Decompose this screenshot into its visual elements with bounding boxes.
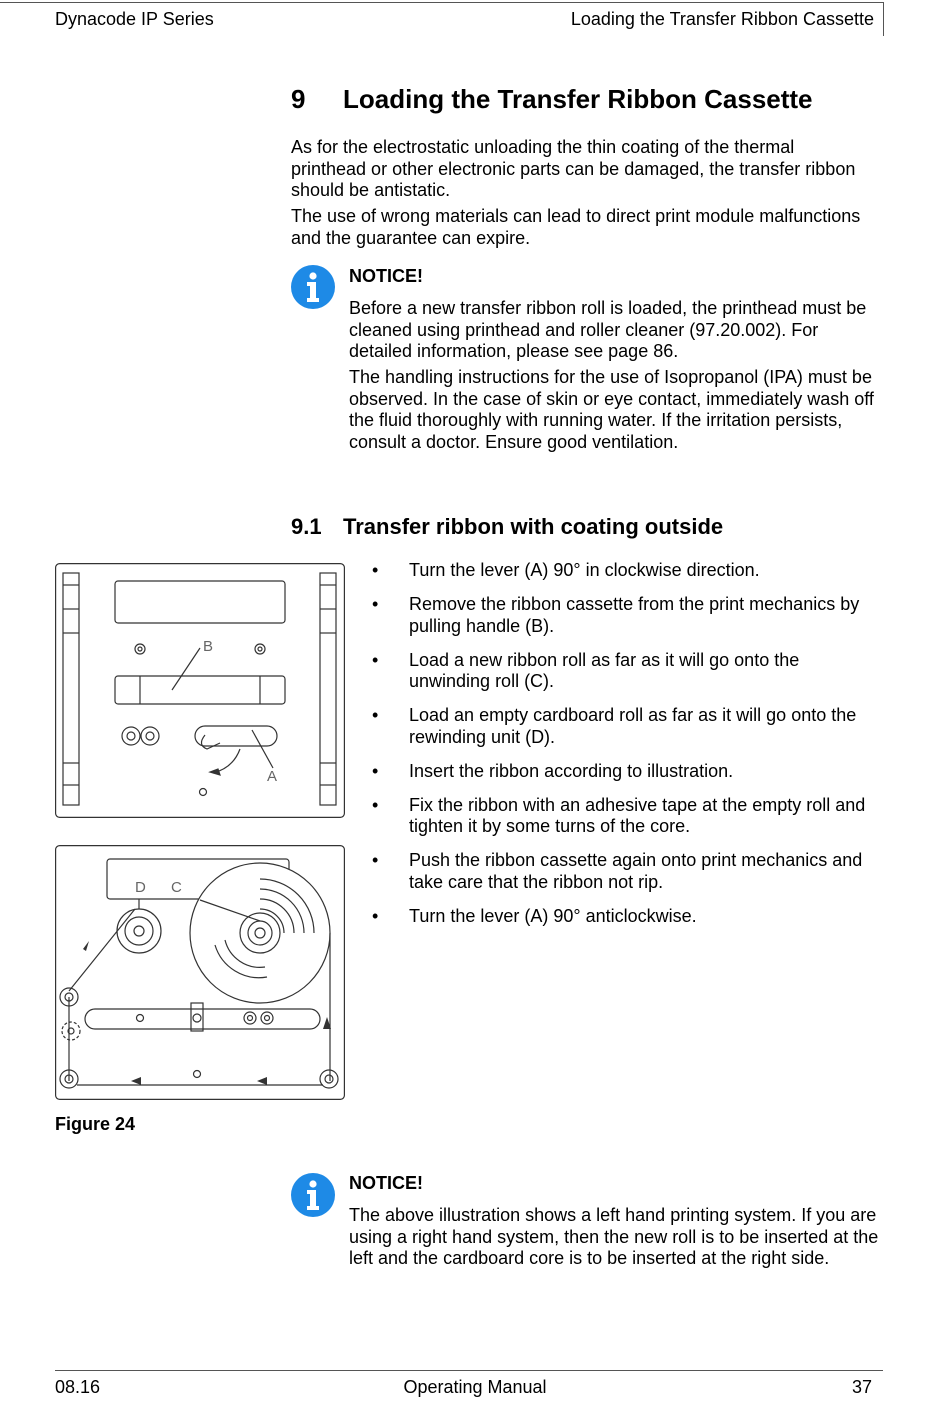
header-product: Dynacode IP Series [55,9,214,29]
list-item-text: Turn the lever (A) 90° anticlockwise. [409,905,697,926]
notice-title: NOTICE! [349,1173,423,1193]
bullet-marker: • [372,794,379,815]
list-item-text: Fix the ribbon with an adhesive tape at the empty roll and tighten it by some turns of the core. [409,794,866,836]
list-item [372,705,882,748]
footer-title: Operating Manual [403,1377,547,1397]
bullet-marker: • [372,560,379,580]
list-item [372,795,882,838]
notice-paragraph: The above illustration shows a left hand printing system. If you are using a right hand system, then the new roll is to be inserted at the left and the cardboard core is to be inserted at the right side. [349,1205,879,1268]
header-corner-rule [883,2,884,36]
label-d: D [135,879,146,896]
footer-rule [55,1370,883,1371]
subsection-number: 9.1 [291,514,322,539]
section-number: 9 [291,84,306,114]
label-c: C [171,879,182,896]
notice-title: NOTICE! [349,266,423,286]
ribbon-path-diagram [55,845,345,1100]
info-icon [291,1173,335,1217]
list-item-text: Turn the lever (A) 90° in clockwise direction. [409,560,760,580]
subsection-title: Transfer ribbon with coating outside [343,514,724,539]
bullet-marker: • [372,705,379,725]
list-item-text: Insert the ribbon according to illustration. [409,760,734,781]
bullet-marker: • [372,760,379,781]
bullet-marker: • [372,905,379,926]
list-item [372,650,882,693]
list-item [372,761,882,783]
footer-version: 08.16 [55,1377,101,1397]
list-item [372,906,882,928]
figure-caption: Figure 24 [55,1114,136,1134]
page-number: 37 [851,1377,872,1397]
instruction-list [372,560,882,940]
bullet-marker: • [372,649,379,670]
list-item-text: Remove the ribbon cassette from the print mechanics by pulling handle (B). [409,594,860,636]
list-item-text: Load an empty cardboard roll as far as it will go onto the rewinding unit (D). [409,705,857,747]
header-rule [0,2,884,3]
label-a: A [267,768,278,785]
list-item [372,850,882,893]
subsection-heading [291,514,723,540]
info-icon [291,265,335,309]
intro-paragraph-1: As for the electrostatic unloading the thin coating of the thermal printhead or other electronic parts can be damaged, the transfer ribbon should be antistatic. [291,137,856,200]
label-b: B [203,638,214,655]
list-item [372,560,882,582]
notice-paragraph-2: The handling instructions for the use of Isopropanol (IPA) must be observed. In the case of skin or eye contact, immediately wash off the fluid thoroughly with running water. If the irritation persists, consult a doctor. Ensure good ventilation. [349,367,874,452]
notice-paragraph-1: Before a new transfer ribbon roll is loaded, the printhead must be cleaned using printhead and roller cleaner (97.20.002). For detailed information, please see page 86. [349,298,867,361]
header-chapter: Loading the Transfer Ribbon Cassette [570,9,874,29]
list-item-text: Load a new ribbon roll as far as it will go onto the unwinding roll (C). [409,649,800,691]
intro-paragraph-2: The use of wrong materials can lead to direct print module malfunctions and the guarantee can expire. [291,206,861,248]
list-item-text: Push the ribbon cassette again onto print mechanics and take care that the ribbon not rip. [409,850,863,892]
list-item [372,594,882,637]
bullet-marker: • [372,594,379,614]
section-title: Loading the Transfer Ribbon Cassette [343,84,813,114]
cassette-front-diagram [55,563,345,818]
section-heading [291,84,813,115]
bullet-marker: • [372,850,379,870]
